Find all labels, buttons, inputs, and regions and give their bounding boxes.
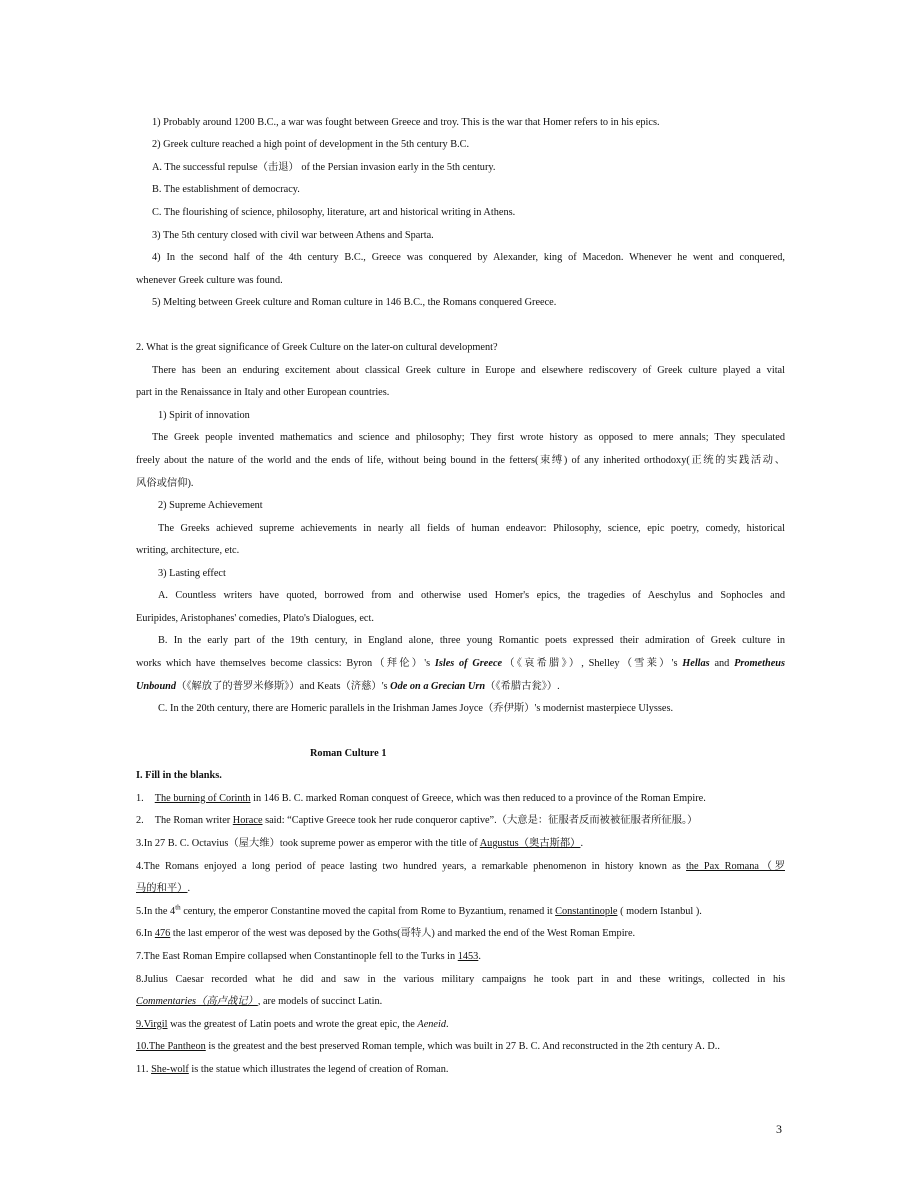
b-line3-end: （《希腊古瓮》）. [485, 681, 560, 692]
lasting-effect-b-line1: B. In the early part of the 19th century, in England alone, three young Romantic poets expressed their admiration of Greek culture in [158, 635, 785, 646]
roman-q4-line1 [136, 860, 785, 874]
greek-history-point-2: 2) Greek culture reached a high point of development in the 5th century B.C. [152, 139, 470, 150]
prometheus-title: Prometheus [734, 658, 786, 669]
innovation-line2: freely about the nature of the world and the ends of life, without being bound in the fetters(束缚) of any inherited orthodoxy(正统的实践活动、 [136, 455, 785, 466]
q8-answer: Commentaries（高卢战记） [136, 996, 258, 1007]
innovation-line1: The Greek people invented mathematics and science and philosophy; They first wrote history as opposed to mere annals; They speculated [152, 432, 785, 443]
q9-epic: Aeneid [417, 1019, 446, 1030]
roman-q8-line2 [136, 995, 382, 1009]
q6-rest: the last emperor of the west was deposed by the Goths(哥特人) and marked the end of the West Roman Empire. [170, 928, 636, 939]
roman-q8-line1: 8.Julius Caesar recorded what he did and saw in the various military campaigns he took part in and these writings, collected in his [136, 974, 785, 985]
q6-answer: 476 [154, 928, 171, 939]
greek-history-point-2c: C. The flourishing of science, philosophy, literature, art and historical writing in Athens. [152, 207, 516, 218]
q11-rest: is the statue which illustrates the legend of creation of Roman. [188, 1064, 449, 1075]
heading-lasting-effect: 3) Lasting effect [158, 568, 226, 579]
q2-rest: said: “Captive Greece took her rude conqueror captive”.（大意是：征服者反而被被征服者所征服。） [262, 815, 698, 826]
significance-intro-line1: There has been an enduring excitement about classical Greek culture in Europe and elsewhere rediscovery of Greek culture played a vital [152, 365, 785, 376]
q5-superscript: th [175, 903, 181, 912]
fill-in-blanks-heading: I. Fill in the blanks. [136, 770, 222, 781]
significance-intro-line2: part in the Renaissance in Italy and other European countries. [136, 387, 390, 398]
heading-supreme-achievement: 2) Supreme Achievement [158, 500, 263, 511]
q2-pre: The Roman writer [154, 815, 233, 826]
roman-q6 [136, 927, 635, 941]
greek-history-point-2a: A. The successful repulse（击退） of the Persian invasion early in the 5th century. [152, 162, 496, 173]
q3-end: . [580, 838, 584, 849]
significance-question: 2. What is the great significance of Greek Culture on the later-on cultural development? [136, 342, 498, 353]
roman-q3 [136, 837, 583, 851]
roman-q5 [136, 905, 702, 919]
ode-title: Ode on a Grecian Urn [390, 681, 486, 692]
greek-history-point-1: 1) Probably around 1200 B.C., a war was fought between Greece and troy. This is the war that Homer refers to in his epics. [152, 117, 660, 128]
page-number: 3 [776, 1122, 782, 1136]
q6-pre: 6.In [136, 928, 155, 939]
b-line3-mid: （《解放了的普罗米修斯》）and Keats（济慈）'s [176, 681, 391, 692]
q4-answer-part2: 马的和平） [136, 883, 188, 894]
q9-answer: 9.Virgil [136, 1019, 168, 1030]
q9-rest: was the greatest of Latin poets and wrote the great epic, the [167, 1019, 418, 1030]
greek-history-point-2b: B. The establishment of democracy. [152, 184, 300, 195]
q10-rest: is the greatest and the best preserved Roman temple, which was built in 27 B. C. And reconstructed in the 2th century A. D.. [205, 1041, 720, 1052]
greek-history-point-5: 5) Melting between Greek culture and Roman culture in 146 B.C., the Romans conquered Greece. [152, 297, 557, 308]
q7-answer: 1453 [457, 951, 479, 962]
roman-q9 [136, 1018, 449, 1032]
q1-answer: The burning of Corinth [154, 793, 251, 804]
q5-answer: Constantinople [555, 906, 618, 917]
q7-pre: 7.The East Roman Empire collapsed when Constantinople fell to the Turks in [136, 951, 458, 962]
b-line2-mid: （《哀希腊》）, Shelley（雪莱）'s [502, 658, 683, 669]
roman-q1 [136, 792, 706, 806]
q11-pre: 11. [136, 1064, 152, 1075]
q1-number: 1. [136, 793, 144, 804]
q9-end: . [446, 1019, 449, 1030]
lasting-effect-b-line2 [136, 657, 785, 671]
q11-answer: She-wolf [151, 1064, 189, 1075]
achievement-line1: The Greeks achieved supreme achievements in nearly all fields of human endeavor: Philosophy, science, epic poetry, comedy, historical [158, 523, 785, 534]
innovation-line3: 风俗或信仰). [136, 478, 194, 489]
q4-answer-part1: the Pax Romana（罗 [686, 861, 785, 872]
q3-answer: Augustus（奥古斯都） [479, 838, 581, 849]
lasting-effect-c: C. In the 20th century, there are Homeric parallels in the Irishman James Joyce（乔伊斯）'s modernist masterpiece Ulysses. [158, 703, 674, 714]
hellas-title: Hellas [682, 658, 710, 669]
b-line2-and: and [709, 658, 735, 669]
roman-q11 [136, 1063, 448, 1077]
roman-q4-line2 [136, 882, 190, 896]
q7-end: . [478, 951, 481, 962]
q5-mid: century, the emperor Constantine moved the capital from Rome to Byzantium, renamed it [180, 906, 556, 917]
achievement-line2: writing, architecture, etc. [136, 545, 240, 556]
q10-answer: 10.The Pantheon [136, 1041, 206, 1052]
b-line2-pre: works which have themselves become classics: Byron（拜伦）'s [136, 658, 435, 669]
q1-rest: in 146 B. C. marked Roman conquest of Greece, which was then reduced to a province of the Roman Empire. [250, 793, 706, 804]
q4-pre: 4.The Romans enjoyed a long period of peace lasting two hundred years, a remarkable phenomenon in history known as [136, 861, 687, 872]
greek-history-point-4-line1: 4) In the second half of the 4th century B.C., Greece was conquered by Alexander, king of Macedon. Whenever he went and conquered, [152, 252, 785, 263]
greek-history-point-4-line2: whenever Greek culture was found. [136, 275, 283, 286]
q2-number: 2. [136, 815, 144, 826]
roman-q7 [136, 950, 481, 964]
greek-history-point-3: 3) The 5th century closed with civil war between Athens and Sparta. [152, 230, 434, 241]
q2-answer: Horace [232, 815, 263, 826]
roman-q10 [136, 1040, 720, 1054]
lasting-effect-a-line1: A. Countless writers have quoted, borrowed from and otherwise used Homer's epics, the tragedies of Aeschylus and Sophocles and [158, 590, 785, 601]
roman-culture-title: Roman Culture 1 [310, 748, 387, 759]
heading-spirit-of-innovation: 1) Spirit of innovation [158, 410, 250, 421]
q5-end: ( modern Istanbul ). [617, 906, 702, 917]
q4-end: . [187, 883, 191, 894]
q8-rest: , are models of succinct Latin. [257, 996, 383, 1007]
isles-of-greece-title: Isles of Greece [434, 658, 503, 669]
unbound-title: Unbound [136, 681, 177, 692]
lasting-effect-b-line3 [136, 680, 560, 694]
lasting-effect-a-line2: Euripides, Aristophanes' comedies, Plato's Dialogues, ect. [136, 613, 374, 624]
q5-pre: 5.In the 4 [136, 906, 176, 917]
roman-q2 [136, 814, 697, 828]
q3-pre: 3.In 27 B. C. Octavius（屋大维）took supreme power as emperor with the title of [136, 838, 480, 849]
